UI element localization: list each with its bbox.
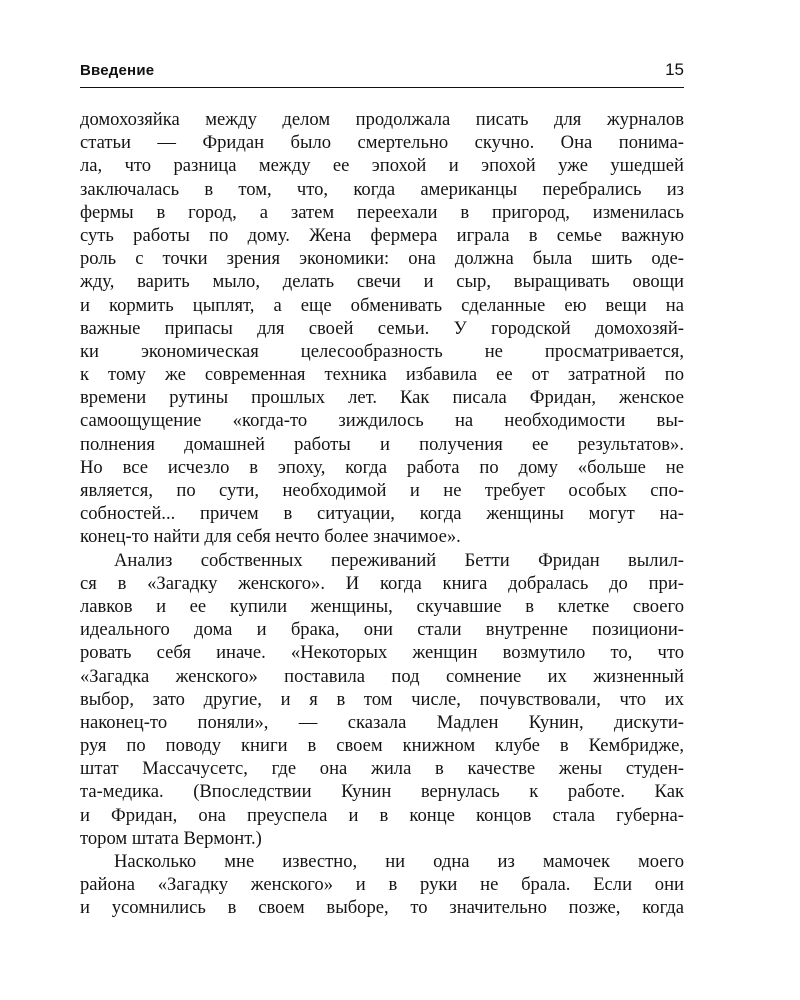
text-line: лавков и ее купили женщины, скучавшие в клетке своего bbox=[80, 595, 684, 617]
text-line: ки экономическая целесообразность не просматривается, bbox=[80, 340, 684, 362]
text-line: времени рутины прошлых лет. Как писала Фридан, женское bbox=[80, 387, 684, 409]
text-line: та-медика. (Впоследствии Кунин вернулась к работе. Как bbox=[80, 781, 684, 803]
text-line: самоощущение «когда-то зиждилось на необходимости вы- bbox=[80, 410, 684, 432]
text-line: Насколько мне известно, ни одна из мамочек моего bbox=[114, 851, 684, 872]
paragraph bbox=[80, 850, 684, 920]
paragraph bbox=[80, 549, 684, 850]
text-line: конец-то найти для себя нечто более значимое». bbox=[80, 526, 461, 548]
book-page bbox=[80, 60, 684, 920]
text-line: штат Массачусетс, где она жила в качестве жены студен- bbox=[80, 758, 684, 780]
text-line: ла, что разница между ее эпохой и эпохой уже ушедшей bbox=[80, 155, 684, 177]
text-line: статьи — Фридан было смертельно скучно. Она понима- bbox=[80, 132, 684, 154]
text-line: важные припасы для своей семьи. У городской домохозяй- bbox=[80, 317, 684, 339]
page-number: 15 bbox=[665, 60, 684, 79]
text-line: является, по сути, необходимой и не требует особых спо- bbox=[80, 480, 684, 501]
text-line: и усомнились в своем выборе, то значительно позже, когда bbox=[80, 897, 684, 919]
text-line: к тому же современная техника избавила ее от затратной по bbox=[80, 364, 684, 386]
text-line: Анализ собственных переживаний Бетти Фридан вылил- bbox=[114, 549, 684, 571]
text-line: и кормить цыплят, а еще обменивать сделанные ею вещи на bbox=[80, 294, 684, 316]
text-line: собностей... причем в ситуации, когда женщины могут на- bbox=[80, 503, 684, 525]
body-text bbox=[80, 108, 684, 920]
text-line: «Загадка женского» поставила под сомнение их жизненный bbox=[80, 665, 684, 687]
text-line: фермы в город, а затем переехали в пригород, изменилась bbox=[80, 201, 684, 223]
text-line: суть работы по дому. Жена фермера играла в семье важную bbox=[80, 224, 684, 246]
text-line: жду, варить мыло, делать свечи и сыр, выращивать овощи bbox=[80, 271, 684, 293]
text-line: тором штата Вермонт.) bbox=[80, 827, 262, 849]
text-line: идеального дома и брака, они стали внутренне позициони- bbox=[80, 619, 684, 641]
text-line: заключалась в том, что, когда американцы перебрались из bbox=[80, 178, 684, 200]
text-line: руя по поводу книги в своем книжном клубе в Кембридже, bbox=[80, 735, 684, 757]
text-line: домохозяйка между делом продолжала писать для журналов bbox=[80, 109, 684, 130]
text-line: полнения домашней работы и получения ее результатов». bbox=[80, 433, 684, 455]
text-line: наконец-то поняли», — сказала Мадлен Кунин, дискути- bbox=[80, 711, 684, 733]
text-line: выбор, зато другие, и я в том числе, почувствовали, что их bbox=[80, 688, 684, 710]
text-line: района «Загадку женского» и в руки не брала. Если они bbox=[80, 874, 684, 896]
text-line: роль с точки зрения экономики: она должна была шить оде- bbox=[80, 248, 684, 270]
text-line: ся в «Загадку женского». И когда книга добралась до при- bbox=[80, 572, 684, 594]
text-line: ровать себя иначе. «Некоторых женщин возмутило то, что bbox=[80, 642, 684, 664]
running-header bbox=[80, 60, 684, 88]
text-line: и Фридан, она преуспела и в конце концов стала губерна- bbox=[80, 804, 684, 826]
text-line: Но все исчезло в эпоху, когда работа по дому «больше не bbox=[80, 456, 684, 478]
paragraph bbox=[80, 108, 684, 549]
section-title: Введение bbox=[80, 62, 155, 79]
